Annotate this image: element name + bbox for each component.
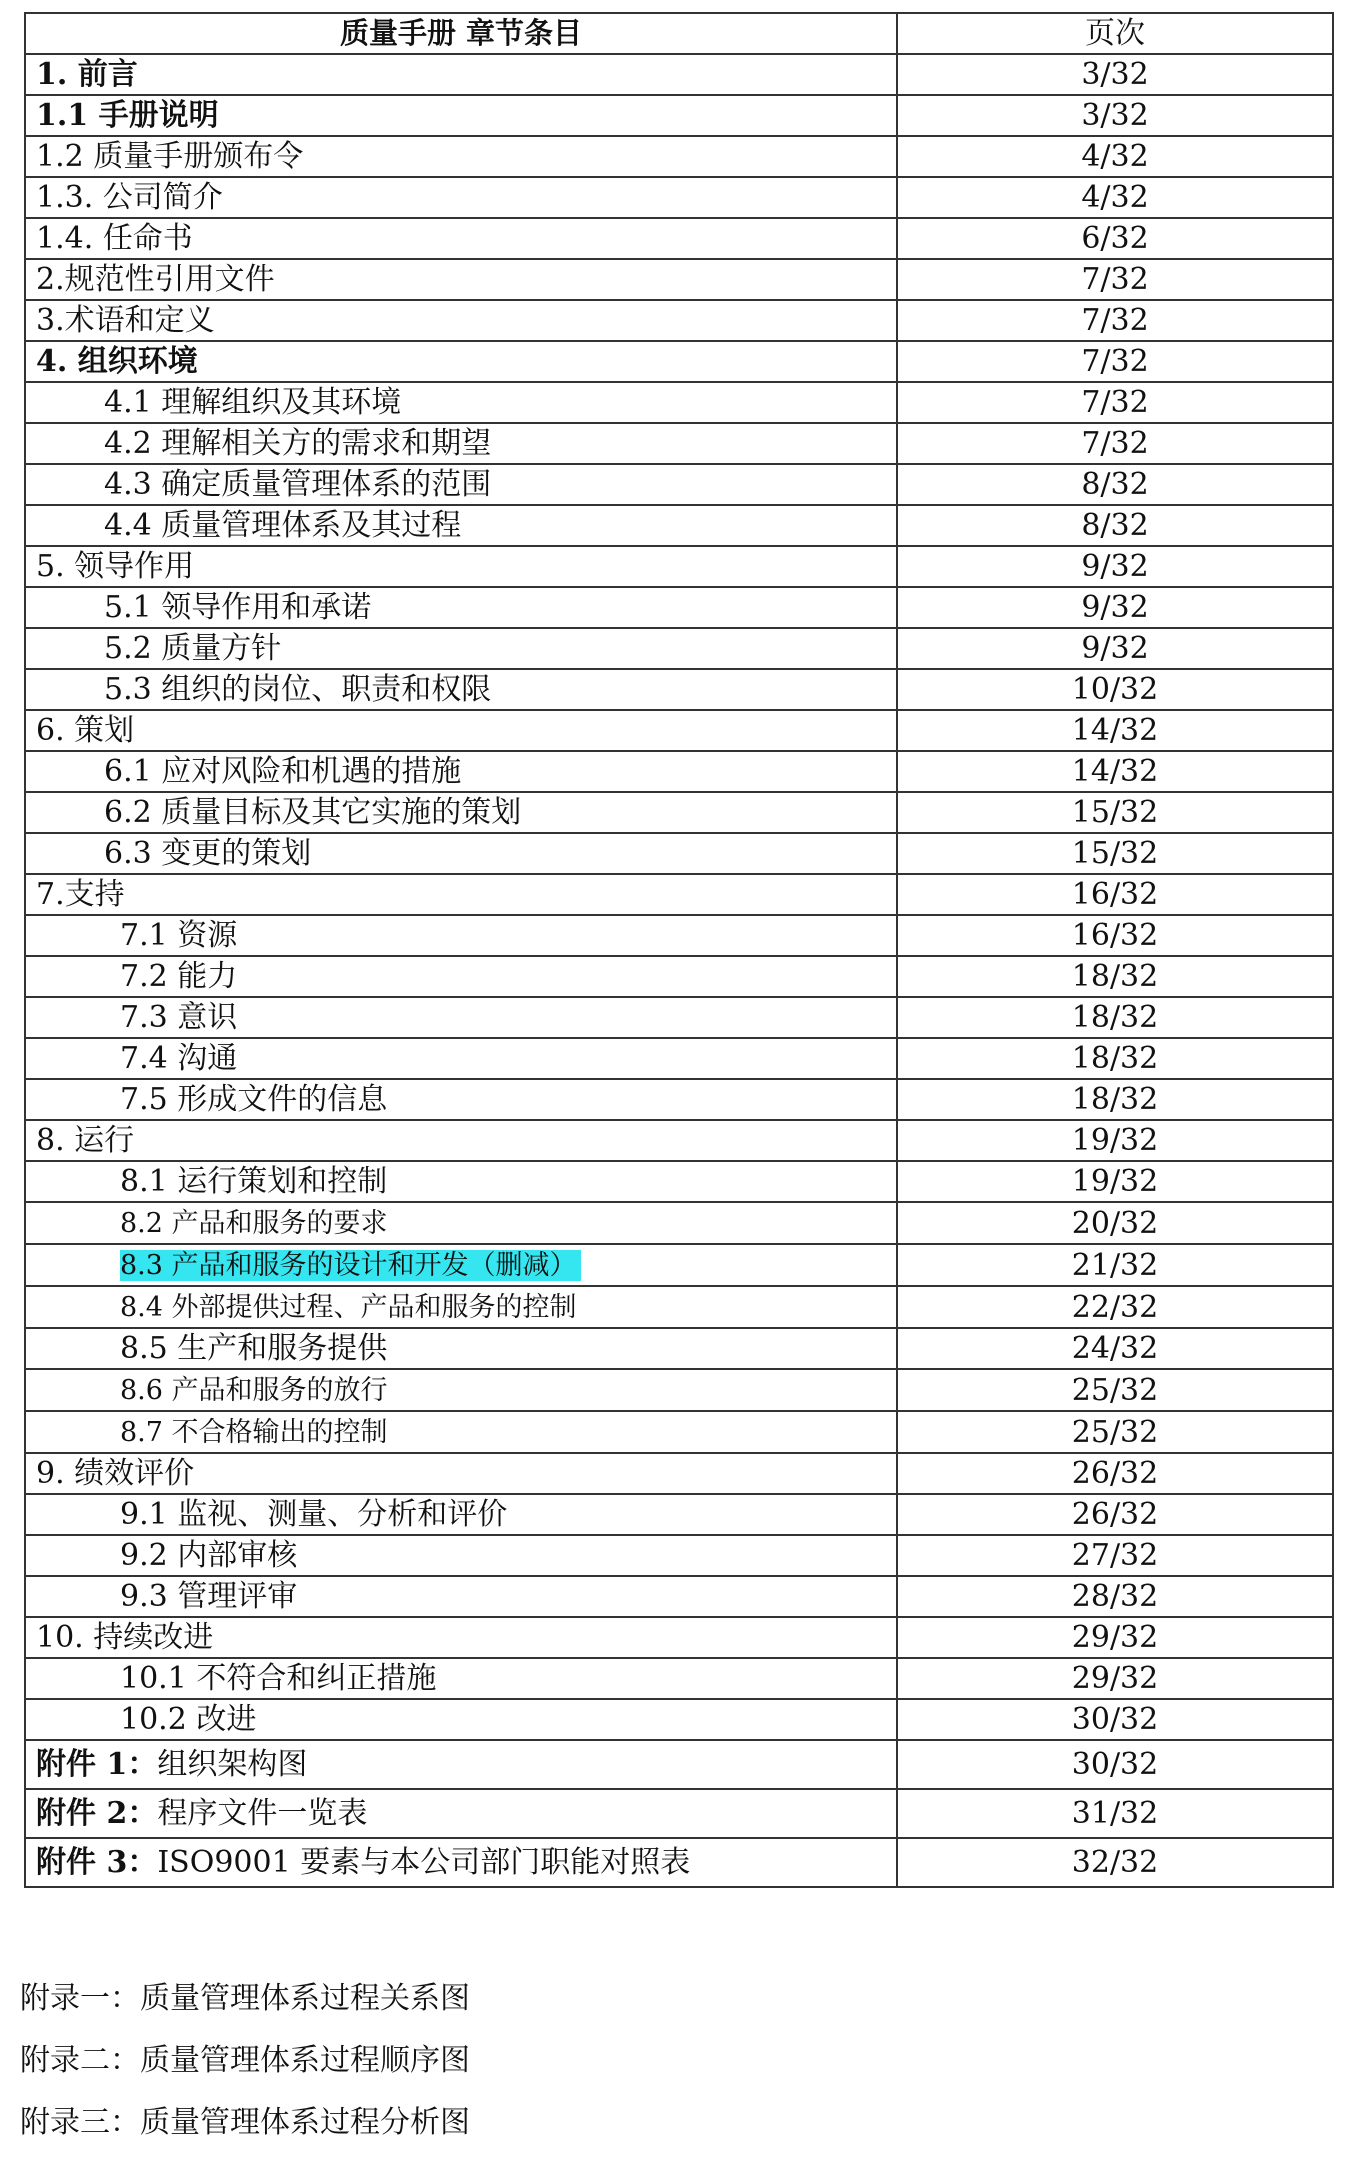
toc-entry-text: 9. 绩效评价	[36, 1456, 195, 1491]
toc-entry-page: 18/32	[897, 1038, 1333, 1079]
toc-row	[25, 587, 1333, 628]
toc-row	[25, 54, 1333, 95]
toc-row	[25, 1244, 1333, 1286]
toc-row	[25, 1038, 1333, 1079]
toc-entry-text: 10. 持续改进	[36, 1620, 214, 1655]
toc-entry-text: 8.7 不合格输出的控制	[120, 1417, 388, 1448]
toc-entry-text: 6. 策划	[36, 713, 135, 748]
appendix-list	[20, 1980, 470, 2166]
toc-row	[25, 1161, 1333, 1202]
attachment-row	[25, 1740, 1333, 1789]
toc-entry-text: 3.术语和定义	[36, 303, 215, 338]
toc-entry-page: 16/32	[897, 874, 1333, 915]
toc-entry-page: 24/32	[897, 1328, 1333, 1369]
toc-row	[25, 915, 1333, 956]
toc-entry-title	[25, 669, 897, 710]
attachment-page: 30/32	[897, 1740, 1333, 1789]
toc-entry-title	[25, 177, 897, 218]
toc-row	[25, 1369, 1333, 1411]
toc-entry-page: 9/32	[897, 546, 1333, 587]
toc-row	[25, 505, 1333, 546]
toc-entry-page: 25/32	[897, 1369, 1333, 1411]
toc-entry-text: 1.1 手册说明	[36, 98, 219, 133]
toc-row	[25, 751, 1333, 792]
toc-entry-text: 1.2 质量手册颁布令	[36, 139, 304, 174]
toc-entry-title	[25, 54, 897, 95]
toc-entry-page: 8/32	[897, 505, 1333, 546]
toc-entry-title	[25, 1120, 897, 1161]
toc-entry-text: 8.1 运行策划和控制	[120, 1164, 388, 1199]
toc-entry-page: 21/32	[897, 1244, 1333, 1286]
toc-entry-text: 1.4. 任命书	[36, 221, 193, 256]
toc-entry-title	[25, 1658, 897, 1699]
toc-header-page: 页次	[897, 13, 1333, 54]
toc-entry-page: 22/32	[897, 1286, 1333, 1328]
attachment-title-cell	[25, 1838, 897, 1887]
toc-entry-page: 4/32	[897, 136, 1333, 177]
toc-entry-page: 30/32	[897, 1699, 1333, 1740]
toc-entry-title	[25, 464, 897, 505]
toc-entry-page: 15/32	[897, 792, 1333, 833]
toc-entry-page: 10/32	[897, 669, 1333, 710]
toc-entry-page: 28/32	[897, 1576, 1333, 1617]
toc-entry-title	[25, 300, 897, 341]
toc-row	[25, 218, 1333, 259]
toc-entry-page: 4/32	[897, 177, 1333, 218]
toc-table	[24, 12, 1334, 1888]
toc-entry-title	[25, 546, 897, 587]
toc-row	[25, 382, 1333, 423]
toc-entry-title	[25, 833, 897, 874]
toc-entry-page: 29/32	[897, 1617, 1333, 1658]
toc-entry-page: 14/32	[897, 751, 1333, 792]
toc-entry-page: 29/32	[897, 1658, 1333, 1699]
toc-row	[25, 1411, 1333, 1453]
attachment-row	[25, 1789, 1333, 1838]
toc-entry-title	[25, 997, 897, 1038]
toc-entry-text: 7.5 形成文件的信息	[120, 1082, 388, 1117]
toc-header-row	[25, 13, 1333, 54]
toc-entry-title	[25, 423, 897, 464]
toc-entry-page: 26/32	[897, 1453, 1333, 1494]
toc-row	[25, 136, 1333, 177]
attachment-label: 附件 3：	[36, 1845, 158, 1880]
toc-entry-page: 15/32	[897, 833, 1333, 874]
toc-entry-page: 16/32	[897, 915, 1333, 956]
attachment-title: 组织架构图	[157, 1747, 308, 1782]
toc-entry-title	[25, 1411, 897, 1453]
toc-row	[25, 1120, 1333, 1161]
toc-entry-title	[25, 95, 897, 136]
toc-row	[25, 341, 1333, 382]
toc-row	[25, 300, 1333, 341]
toc-row	[25, 956, 1333, 997]
toc-row	[25, 1328, 1333, 1369]
toc-entry-text: 7.支持	[36, 877, 125, 912]
toc-entry-text: 7.3 意识	[120, 1000, 238, 1035]
toc-entry-title	[25, 1576, 897, 1617]
toc-entry-title	[25, 259, 897, 300]
toc-entry-text: 6.1 应对风险和机遇的措施	[104, 754, 462, 789]
toc-row	[25, 1535, 1333, 1576]
toc-entry-title	[25, 341, 897, 382]
toc-entry-title	[25, 751, 897, 792]
toc-entry-text: 4. 组织环境	[36, 344, 198, 379]
toc-entry-page: 19/32	[897, 1120, 1333, 1161]
toc-entry-text: 4.4 质量管理体系及其过程	[104, 508, 462, 543]
toc-row	[25, 1576, 1333, 1617]
toc-row	[25, 792, 1333, 833]
toc-entry-page: 9/32	[897, 587, 1333, 628]
toc-entry-text: 8.6 产品和服务的放行	[120, 1375, 388, 1406]
attachment-title: ISO9001 要素与本公司部门职能对照表	[157, 1845, 691, 1880]
toc-entry-title	[25, 1038, 897, 1079]
attachment-page: 31/32	[897, 1789, 1333, 1838]
toc-entry-text: 6.2 质量目标及其它实施的策划	[104, 795, 522, 830]
toc-entry-title	[25, 218, 897, 259]
toc-entry-title	[25, 1535, 897, 1576]
toc-entry-title	[25, 1328, 897, 1369]
toc-entry-text: 8.2 产品和服务的要求	[120, 1208, 388, 1239]
attachment-page: 32/32	[897, 1838, 1333, 1887]
toc-entry-page: 18/32	[897, 1079, 1333, 1120]
toc-entry-page: 8/32	[897, 464, 1333, 505]
attachment-label: 附件 1：	[36, 1747, 158, 1782]
toc-entry-text: 9.3 管理评审	[120, 1579, 298, 1614]
toc-row	[25, 546, 1333, 587]
toc-entry-title	[25, 710, 897, 751]
toc-entry-title	[25, 1617, 897, 1658]
toc-entry-page: 7/32	[897, 423, 1333, 464]
toc-entry-title	[25, 915, 897, 956]
toc-entry-title	[25, 1494, 897, 1535]
toc-row	[25, 259, 1333, 300]
toc-row	[25, 177, 1333, 218]
toc-row	[25, 1079, 1333, 1120]
toc-row	[25, 1202, 1333, 1244]
toc-row	[25, 1658, 1333, 1699]
toc-entry-page: 7/32	[897, 300, 1333, 341]
toc-entry-title	[25, 1079, 897, 1120]
toc-entry-page: 7/32	[897, 341, 1333, 382]
toc-entry-page: 18/32	[897, 997, 1333, 1038]
toc-entry-text: 2.规范性引用文件	[36, 262, 275, 297]
attachment-row	[25, 1838, 1333, 1887]
toc-entry-page: 19/32	[897, 1161, 1333, 1202]
toc-entry-text: 7.4 沟通	[120, 1041, 238, 1076]
toc-row	[25, 628, 1333, 669]
toc-entry-title	[25, 136, 897, 177]
toc-entry-text: 8. 运行	[36, 1123, 135, 1158]
toc-entry-page: 6/32	[897, 218, 1333, 259]
toc-row	[25, 1286, 1333, 1328]
toc-entry-page: 14/32	[897, 710, 1333, 751]
appendix-item: 附录一：质量管理体系过程关系图	[20, 1981, 470, 2016]
toc-row	[25, 1699, 1333, 1740]
toc-entry-title	[25, 792, 897, 833]
toc-body	[25, 54, 1333, 1887]
toc-entry-title	[25, 382, 897, 423]
toc-entry-text: 10.1 不符合和纠正措施	[120, 1661, 437, 1696]
appendix-item: 附录二：质量管理体系过程顺序图	[20, 2043, 470, 2078]
toc-entry-title	[25, 1286, 897, 1328]
toc-entry-page: 3/32	[897, 54, 1333, 95]
toc-row	[25, 710, 1333, 751]
toc-entry-text: 5.2 质量方针	[104, 631, 282, 666]
toc-row	[25, 1453, 1333, 1494]
toc-entry-text: 5. 领导作用	[36, 549, 195, 584]
toc-entry-text: 1. 前言	[36, 57, 138, 92]
toc-entry-text: 8.5 生产和服务提供	[120, 1331, 388, 1366]
toc-entry-text: 5.1 领导作用和承诺	[104, 590, 372, 625]
toc-entry-page: 25/32	[897, 1411, 1333, 1453]
toc-entry-page: 3/32	[897, 95, 1333, 136]
toc-entry-title	[25, 1244, 897, 1286]
toc-entry-title	[25, 628, 897, 669]
toc-row	[25, 997, 1333, 1038]
toc-entry-title	[25, 1161, 897, 1202]
toc-entry-page: 27/32	[897, 1535, 1333, 1576]
toc-row	[25, 423, 1333, 464]
toc-row	[25, 669, 1333, 710]
toc-entry-text: 7.2 能力	[120, 959, 238, 994]
toc-entry-page: 7/32	[897, 259, 1333, 300]
toc-entry-text: 10.2 改进	[120, 1702, 257, 1737]
attachment-title: 程序文件一览表	[157, 1796, 368, 1831]
toc-row	[25, 464, 1333, 505]
toc-row	[25, 95, 1333, 136]
toc-row	[25, 1494, 1333, 1535]
toc-entry-text: 4.2 理解相关方的需求和期望	[104, 426, 492, 461]
toc-entry-text: 7.1 资源	[120, 918, 238, 953]
toc-entry-title	[25, 505, 897, 546]
toc-entry-text: 9.1 监视、测量、分析和评价	[120, 1497, 508, 1532]
toc-entry-title	[25, 1202, 897, 1244]
toc-entry-title	[25, 956, 897, 997]
toc-header-title: 质量手册 章节条目	[25, 13, 897, 54]
toc-entry-text: 4.1 理解组织及其环境	[104, 385, 402, 420]
attachment-title-cell	[25, 1740, 897, 1789]
toc-entry-text: 9.2 内部审核	[120, 1538, 298, 1573]
toc-entry-page: 9/32	[897, 628, 1333, 669]
toc-entry-title	[25, 1699, 897, 1740]
attachment-title-cell	[25, 1789, 897, 1838]
highlighted-entry-text: 8.3 产品和服务的设计和开发（删减）	[120, 1250, 581, 1281]
toc-entry-text: 8.4 外部提供过程、产品和服务的控制	[120, 1292, 577, 1323]
toc-entry-text: 1.3. 公司简介	[36, 180, 223, 215]
toc-entry-page: 7/32	[897, 382, 1333, 423]
toc-entry-page: 20/32	[897, 1202, 1333, 1244]
toc-entry-page: 26/32	[897, 1494, 1333, 1535]
toc-entry-text: 5.3 组织的岗位、职责和权限	[104, 672, 492, 707]
toc-row	[25, 1617, 1333, 1658]
toc-entry-title	[25, 874, 897, 915]
toc-entry-text: 4.3 确定质量管理体系的范围	[104, 467, 492, 502]
toc-row	[25, 874, 1333, 915]
toc-entry-text: 6.3 变更的策划	[104, 836, 312, 871]
toc-entry-title	[25, 587, 897, 628]
toc-entry-title	[25, 1453, 897, 1494]
attachment-label: 附件 2：	[36, 1796, 158, 1831]
toc-entry-page: 18/32	[897, 956, 1333, 997]
toc-row	[25, 833, 1333, 874]
toc-entry-title	[25, 1369, 897, 1411]
appendix-item: 附录三：质量管理体系过程分析图	[20, 2105, 470, 2140]
